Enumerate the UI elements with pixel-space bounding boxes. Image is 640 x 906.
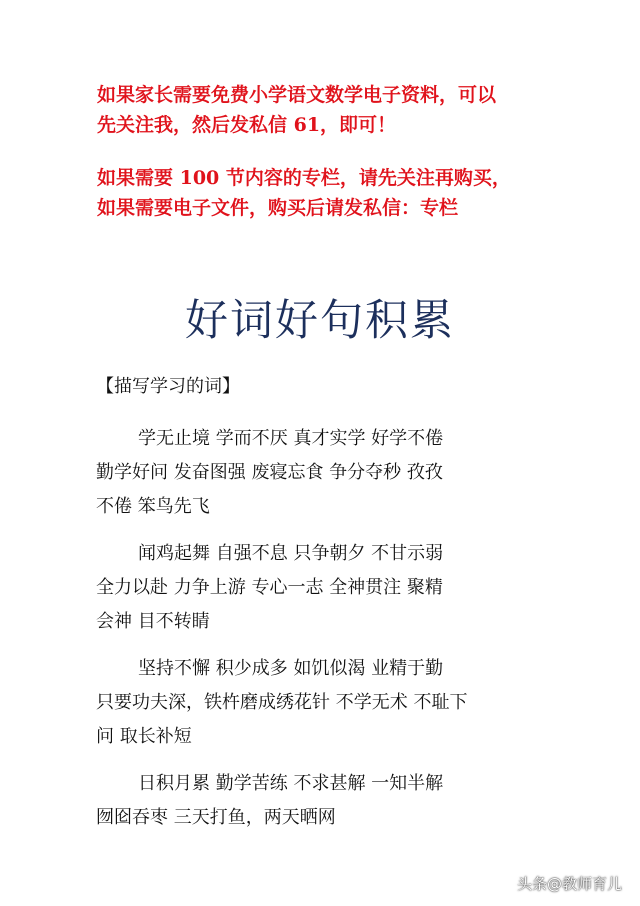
page-title: 好词好句积累: [185, 296, 455, 346]
word-paragraph: [96, 652, 556, 754]
notice-line: 如果家长需要免费小学语文数学电子资料，可以: [97, 84, 497, 106]
paragraph-line: 学无止境 学而不厌 真才实学 好学不倦: [138, 428, 444, 449]
paragraph-line: 不倦 笨鸟先飞: [96, 496, 210, 517]
watermark-site: 头条: [516, 875, 547, 893]
notice-line: 先关注我，然后发私信 61，即可！: [97, 114, 397, 136]
watermark: [517, 873, 622, 894]
word-paragraph: [96, 537, 556, 639]
paragraph-line: 囫囵吞枣 三天打鱼，两天晒网: [96, 807, 336, 828]
paragraph-line: 勤学好问 发奋图强 废寝忘食 争分夺秒 孜孜: [96, 462, 443, 483]
word-paragraph: [96, 422, 556, 524]
watermark-handle: @教师育儿: [546, 875, 622, 893]
paragraph-line: 只要功夫深，铁杵磨成绣花针 不学无术 不耻下: [96, 692, 468, 713]
section-heading: 【描写学习的词】: [96, 376, 240, 397]
paragraph-line: 闻鸡起舞 自强不息 只争朝夕 不甘示弱: [138, 543, 444, 564]
paragraph-line: 问 取长补短: [96, 726, 192, 747]
paragraph-line: 坚持不懈 积少成多 如饥似渴 业精于勤: [138, 658, 444, 679]
paragraph-line: 会神 目不转睛: [96, 611, 210, 632]
word-paragraph: [96, 767, 556, 835]
paragraph-line: 日积月累 勤学苦练 不求甚解 一知半解: [138, 773, 444, 794]
notice-line: 如果需要 100 节内容的专栏，请先关注再购买，: [97, 167, 511, 189]
paragraph-line: 全力以赴 力争上游 专心一志 全神贯注 聚精: [96, 577, 443, 598]
notice-block-1: [97, 80, 597, 140]
notice-line: 如果需要电子文件，购买后请发私信：专栏: [97, 197, 459, 219]
notice-block-2: [97, 163, 597, 223]
